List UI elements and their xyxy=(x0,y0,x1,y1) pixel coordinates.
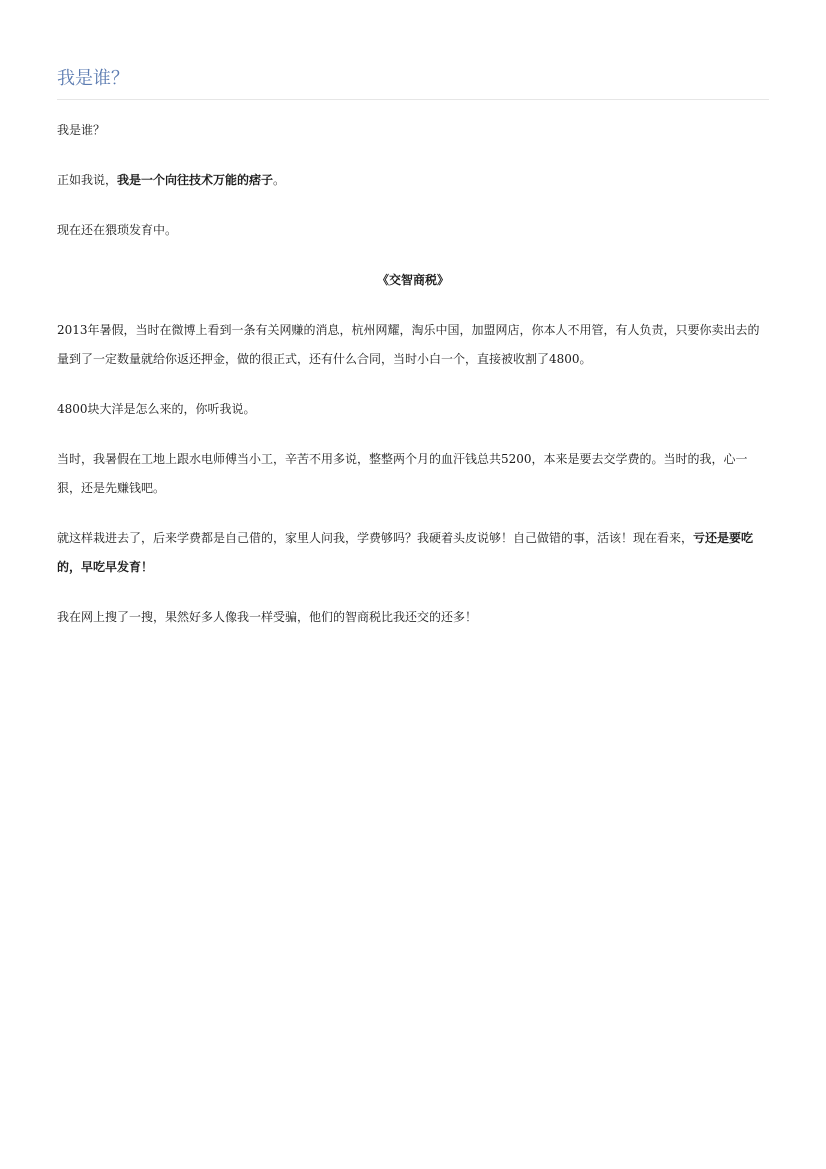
title-divider xyxy=(57,99,769,100)
paragraph-summer-work: 当时，我暑假在工地上跟水电师傅当小工，辛苦不用多说，整整两个月的血汗钱总共5200，本来是要去交学费的。当时的我，心一狠，还是先赚钱吧。 xyxy=(57,452,748,495)
paragraph-story-2013: 2013年暑假，当时在微博上看到一条有关网赚的消息，杭州网耀，淘乐中国，加盟网店，你本人不用管，有人负责，只要你卖出去的量到了一定数量就给你返还押金，做的很正式，还有什么合同，当时小白一个，直接被收割了4800。 xyxy=(57,323,760,366)
paragraph-self-description xyxy=(57,166,769,195)
paragraph-developing: 现在还在猥琐发育中。 xyxy=(57,223,178,237)
section-heading: 《交智商税》 xyxy=(376,273,449,287)
paragraph-4800: 4800块大洋是怎么来的，你听我说。 xyxy=(57,402,256,416)
paragraph-consequence xyxy=(57,524,769,582)
paragraph-conclusion: 我在网上搜了一搜，果然好多人像我一样受骗，他们的智商税比我还交的还多！ xyxy=(57,610,478,624)
paragraph-consequence-bold: 亏还是要吃的，早吃早发育！ xyxy=(57,531,754,574)
paragraph-intro-question: 我是谁？ xyxy=(57,123,106,137)
paragraph-self-description-post: 。 xyxy=(273,173,286,187)
document-page xyxy=(57,60,769,653)
paragraph-consequence-pre: 就这样栽进去了，后来学费都是自己借的，家里人问我，学费够吗？我硬着头皮说够！自己做错的事，活该！现在看来， xyxy=(57,531,694,545)
paragraph-self-description-pre: 正如我说， xyxy=(57,173,118,187)
paragraph-self-description-bold: 我是一个向往技术万能的痞子 xyxy=(117,173,274,187)
page-title: 我是谁？ xyxy=(57,68,129,89)
